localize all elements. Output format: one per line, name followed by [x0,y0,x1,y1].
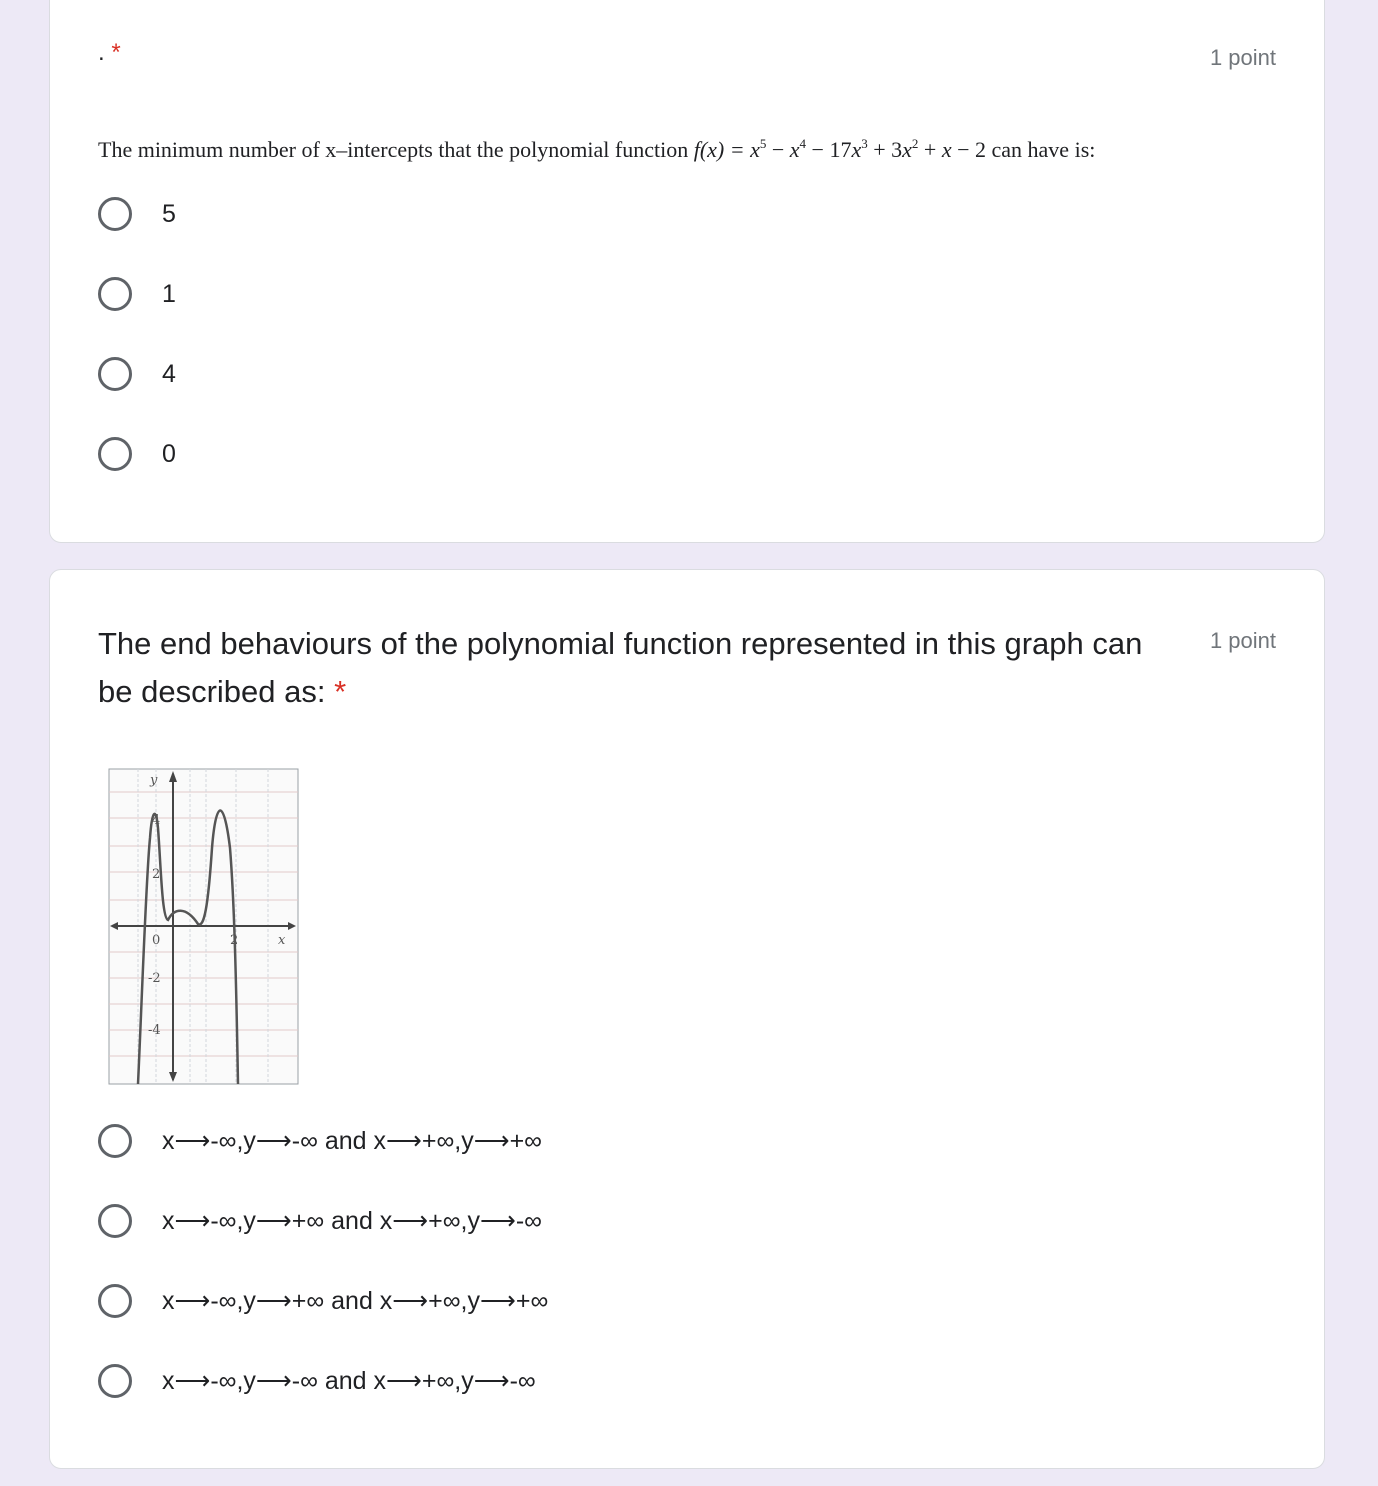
question-card-1 [49,0,1325,543]
question-text-prefix: The minimum number of x–intercepts that the polynomial function [98,137,689,162]
option-b[interactable] [98,1201,542,1241]
y-tick-4: 4 [152,813,161,828]
polynomial-graph-image [108,768,300,1086]
option-label: x⟶-∞,y⟶-∞ and x⟶+∞,y⟶-∞ [162,1367,536,1395]
radio-button[interactable] [98,1124,132,1158]
option-label: 0 [162,439,176,468]
option-label: 5 [162,199,176,228]
option-label: x⟶-∞,y⟶-∞ and x⟶+∞,y⟶+∞ [162,1127,542,1155]
term-x: x [902,137,912,162]
option-label: x⟶-∞,y⟶+∞ and x⟶+∞,y⟶+∞ [162,1287,549,1315]
required-asterisk: * [111,39,121,66]
radio-button[interactable] [98,1284,132,1318]
y-axis-label: y [150,773,158,788]
option-a[interactable] [98,1121,542,1161]
y-tick-neg-2: -2 [148,971,161,986]
term-x: x [750,137,760,162]
origin-label: 0 [152,933,161,948]
graph-svg [108,768,300,1086]
option-label: 1 [162,279,176,308]
term-x: x [851,137,862,162]
option-label: x⟶-∞,y⟶+∞ and x⟶+∞,y⟶-∞ [162,1207,542,1235]
points-label: 1 point [1209,45,1276,70]
question-text-suffix: − 2 can have is: [951,137,1096,162]
exponent: 4 [799,136,807,151]
question-card-2 [49,569,1325,1469]
option-5[interactable] [98,194,176,234]
question-title [98,39,121,67]
operator: + 3 [867,137,903,162]
radio-button[interactable] [98,357,132,391]
question-title-text: The end behaviours of the polynomial function represented in this graph can be described as: [98,626,1143,709]
required-asterisk: * [334,674,347,709]
option-c[interactable] [98,1281,548,1321]
exponent: 5 [759,136,767,151]
y-tick-neg-4: -4 [148,1023,161,1038]
term-x: x [789,137,800,162]
y-tick-2: 2 [152,867,161,882]
x-axis-label: x [278,933,286,948]
question-title-text: . [98,39,105,66]
radio-button[interactable] [98,1204,132,1238]
radio-button[interactable] [98,437,132,471]
option-label: 4 [162,359,176,388]
exponent: 3 [861,136,868,151]
function-lhs: f(x) = [693,137,745,162]
radio-button[interactable] [98,277,132,311]
points-label: 1 point [1209,628,1276,653]
question-title [98,620,1168,716]
option-4[interactable] [98,354,176,394]
operator: + [918,137,942,162]
radio-button[interactable] [98,197,132,231]
operator: − 17 [806,137,852,162]
x-tick-2: 2 [230,933,239,948]
option-0[interactable] [98,434,176,474]
question-text-image [98,137,1288,163]
operator: − [766,137,790,162]
option-d[interactable] [98,1361,536,1401]
option-1[interactable] [98,274,176,314]
radio-button[interactable] [98,1364,132,1398]
term-x: x [941,137,952,162]
exponent: 2 [911,136,919,151]
